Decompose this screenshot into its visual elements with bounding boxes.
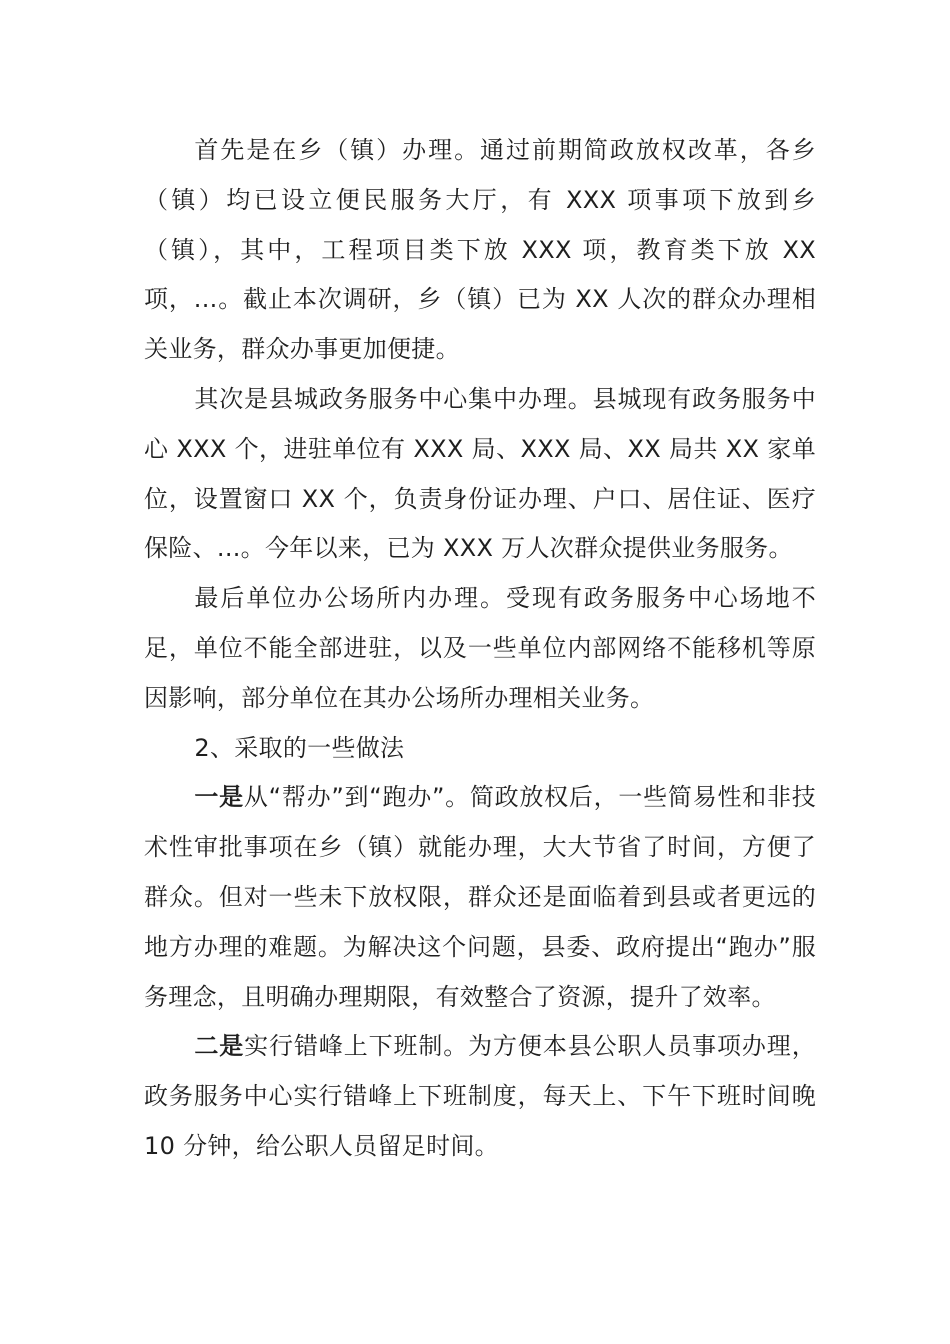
paragraph-township-handling: 首先是在乡（镇）办理。通过前期简政放权改革，各乡（镇）均已设立便民服务大厅，有 XXX 项事项下放到乡（镇），其中，工程项目类下放 XXX 项，教育类下放 XX 项，...。截止本次调研，乡（镇）已为 XX 人次的群众办理相关业务，群众办事更加便捷。 (144, 136, 816, 364)
paragraph-measure-one (144, 773, 816, 1022)
paragraph-county-center-handling: 其次是县城政务服务中心集中办理。县城现有政务服务中心 XXX 个，进驻单位有 XXX 局、XXX 局、XX 局共 XX 家单位，设置窗口 XX 个，负责身份证办理、户口、居住证、医疗保险、...。今年以来，已为 XXX 万人次群众提供业务服务。 (144, 384, 816, 563)
measure-one-text: 从“帮办”到“跑办”。简政放权后，一些简易性和非技术性审批事项在乡（镇）就能办理，大大节省了时间，方便了群众。但对一些未下放权限，群众还是面临着到县或者更远的地方办理的难题。为解决这个问题，县委、政府提出“跑办”服务理念，且明确办理期限，有效整合了资源，提升了效率。 (144, 783, 816, 1011)
section-heading: 2、采取的一些做法 (194, 733, 405, 762)
measure-two-text: 实行错峰上下班制。为方便本县公职人员事项办理，政务服务中心实行错峰上下班制度，每天上、下午下班时间晚 10 分钟，给公职人员留足时间。 (144, 1032, 816, 1160)
paragraph-measure-two (144, 1022, 816, 1171)
measure-one-lead: 一是 (194, 783, 244, 812)
paragraph-unit-office-handling: 最后单位办公场所内办理。受现有政务服务中心场地不足，单位不能全部进驻，以及一些单位内部网络不能移机等原因影响，部分单位在其办公场所办理相关业务。 (144, 584, 816, 712)
measure-two-lead: 二是 (194, 1032, 245, 1061)
document-body (144, 126, 816, 1172)
